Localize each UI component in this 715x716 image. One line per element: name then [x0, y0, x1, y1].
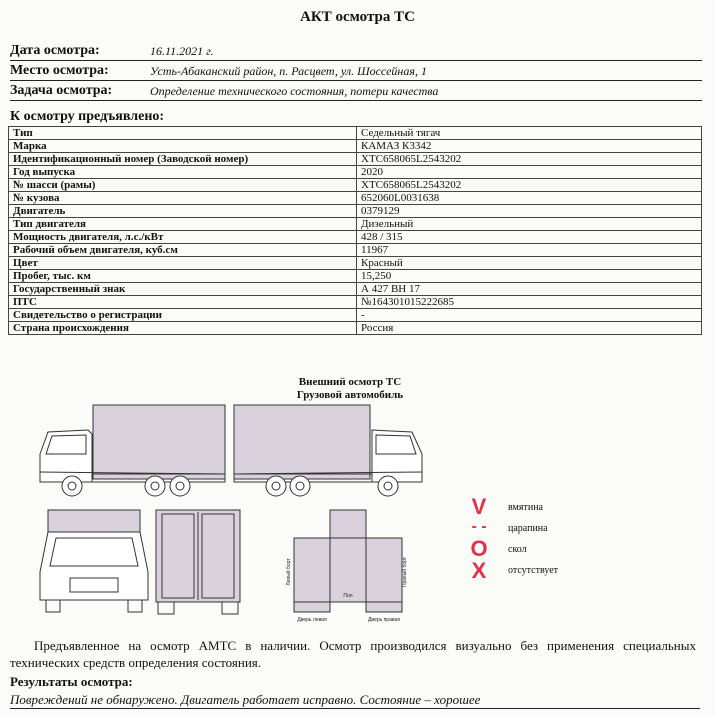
spec-value: 15,250 — [357, 270, 702, 283]
table-row — [9, 153, 702, 166]
spec-key: Государственный знак — [9, 283, 357, 296]
spec-key: Свидетельство о регистрации — [9, 309, 357, 322]
table-row — [9, 283, 702, 296]
legend-text: скол — [508, 544, 527, 555]
legend-symbol-chip-icon: O — [470, 536, 488, 561]
diagram-title-line2: Грузовой автомобиль — [296, 389, 404, 401]
truck-left-side-view — [40, 405, 225, 496]
info-value: Усть-Абаканский район, п. Расцвет, ул. Шоссейная, 1 — [150, 64, 427, 78]
label-left-door: Дверь левая — [297, 617, 327, 623]
table-row — [9, 270, 702, 283]
table-row — [9, 322, 702, 335]
spec-key: Тип — [9, 127, 357, 140]
spec-value: Красный — [357, 257, 702, 270]
spec-value: XTC658065L2543202 — [357, 153, 702, 166]
spec-key: Тип двигателя — [9, 218, 357, 231]
spec-key: Страна происхождения — [9, 322, 357, 335]
table-row — [9, 192, 702, 205]
section-title: К осмотру предъявлено: — [10, 109, 165, 124]
spec-value: Дизельный — [357, 218, 702, 231]
label-floor: Пол — [343, 593, 353, 599]
info-value: 16.11.2021 г. — [150, 44, 214, 58]
diagram-title — [230, 376, 470, 402]
truck-diagram — [0, 402, 715, 627]
spec-value: 2020 — [357, 166, 702, 179]
spec-value: А 427 ВН 17 — [357, 283, 702, 296]
legend-symbol-dent-icon: V — [471, 494, 487, 519]
table-row — [9, 179, 702, 192]
info-value: Определение технического состояния, потери качества — [150, 84, 439, 98]
underline — [10, 100, 702, 101]
spec-key: ПТС — [9, 296, 357, 309]
specs-table — [8, 126, 702, 335]
table-row — [9, 309, 702, 322]
inspection-paragraph: Предъявленное на осмотр АМТС в наличии. Осмотр производился визуально без применения специальных технических средств определения состояния. — [10, 638, 696, 670]
info-label: Место осмотра: — [10, 63, 109, 78]
spec-value: - — [357, 309, 702, 322]
legend-text: отсутствует — [508, 565, 559, 576]
table-row — [9, 257, 702, 270]
spec-key: Рабочий объем двигателя, куб.см — [9, 244, 357, 257]
legend-text: вмятина — [508, 502, 543, 513]
spec-key: Идентификационный номер (Заводской номер) — [9, 153, 357, 166]
legend-text: царапина — [508, 523, 548, 534]
spec-key: Марка — [9, 140, 357, 153]
spec-value: 0379129 — [357, 205, 702, 218]
info-label: Дата осмотра: — [10, 43, 100, 58]
spec-key: Мощность двигателя, л.с./кВт — [9, 231, 357, 244]
truck-right-side-view — [234, 405, 422, 496]
table-row — [9, 140, 702, 153]
label-left-side: Левый борт — [286, 558, 292, 586]
table-row — [9, 127, 702, 140]
spec-value: КАМАЗ К3342 — [357, 140, 702, 153]
legend-symbol-scratch-icon: - - — [471, 518, 487, 535]
table-row — [9, 231, 702, 244]
results-text: Повреждений не обнаружено. Двигатель работает исправно. Состояние – хорошее — [10, 692, 481, 707]
spec-value: 11967 — [357, 244, 702, 257]
truck-front-view — [40, 510, 148, 612]
underline — [10, 80, 702, 81]
spec-key: № шасси (рамы) — [9, 179, 357, 192]
legend-symbol-missing-icon: X — [471, 558, 487, 583]
info-label: Задача осмотра: — [10, 83, 113, 98]
spec-key: Год выпуска — [9, 166, 357, 179]
table-row — [9, 205, 702, 218]
table-row — [9, 166, 702, 179]
underline — [10, 708, 700, 709]
label-right-door: Дверь правая — [368, 617, 400, 623]
table-row — [9, 296, 702, 309]
label-right-side: Правый борт — [402, 556, 408, 588]
spec-key: Пробег, тыс. км — [9, 270, 357, 283]
spec-key: № кузова — [9, 192, 357, 205]
spec-value: Седельный тягач — [357, 127, 702, 140]
diagram-title-line1: Внешний осмотр ТС — [298, 376, 402, 388]
underline — [10, 60, 702, 61]
spec-value: 428 / 315 — [357, 231, 702, 244]
damage-legend — [464, 496, 604, 586]
document-title: АКТ осмотра ТС — [300, 9, 415, 25]
table-row — [9, 244, 702, 257]
spec-value: 652060L0031638 — [357, 192, 702, 205]
spec-value: №164301015222685 — [357, 296, 702, 309]
spec-value: XTC658065L2543202 — [357, 179, 702, 192]
table-row — [9, 218, 702, 231]
spec-key: Двигатель — [9, 205, 357, 218]
results-title: Результаты осмотра: — [10, 674, 133, 689]
truck-rear-view — [156, 510, 240, 614]
spec-key: Цвет — [9, 257, 357, 270]
spec-value: Россия — [357, 322, 702, 335]
